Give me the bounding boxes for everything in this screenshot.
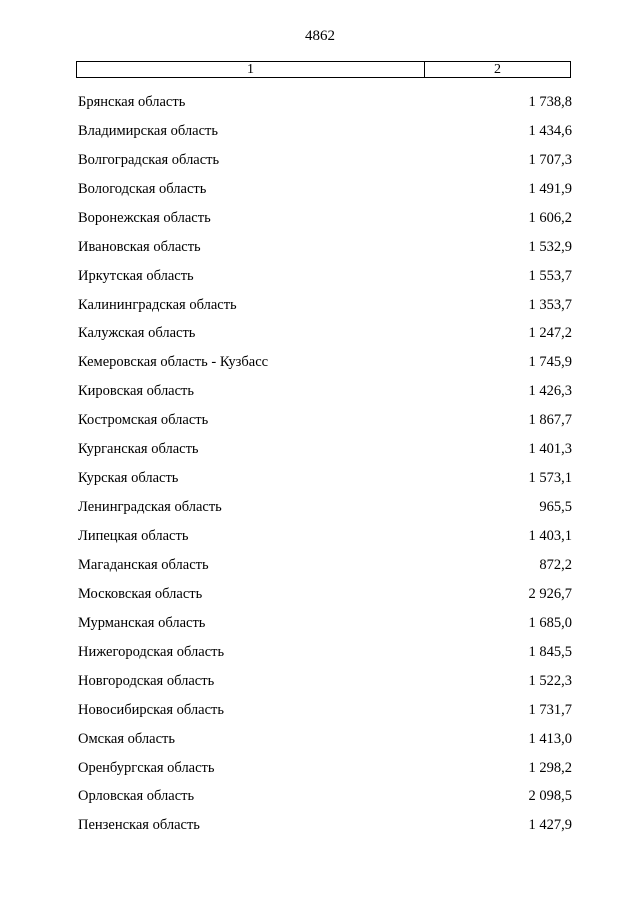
region-name: Оренбургская область	[78, 759, 215, 776]
region-value: 1 427,9	[528, 817, 572, 834]
region-value: 2 098,5	[528, 788, 572, 805]
region-name: Липецкая область	[78, 528, 189, 545]
region-name: Владимирская область	[78, 122, 218, 139]
table-header	[76, 61, 571, 78]
region-value: 1 738,8	[528, 93, 572, 110]
region-name: Курская область	[78, 470, 179, 487]
region-value: 1 247,2	[528, 325, 572, 342]
region-value: 1 745,9	[528, 354, 572, 371]
page-number: 4862	[305, 28, 335, 44]
table-row	[78, 175, 572, 204]
region-value: 1 553,7	[528, 267, 572, 284]
region-value: 2 926,7	[528, 585, 572, 602]
region-name: Мурманская область	[78, 614, 206, 631]
table-row	[78, 320, 572, 349]
table-row	[78, 696, 572, 725]
region-value: 1 845,5	[528, 643, 572, 660]
region-value: 1 491,9	[528, 180, 572, 197]
region-value: 1 401,3	[528, 441, 572, 458]
region-value: 872,2	[539, 556, 572, 573]
region-name: Волгоградская область	[78, 151, 220, 168]
region-name: Ивановская область	[78, 238, 201, 255]
region-name: Калининградская область	[78, 296, 237, 313]
region-name: Брянская область	[78, 93, 186, 110]
region-value: 1 353,7	[528, 296, 572, 313]
region-name: Курганская область	[78, 441, 199, 458]
table-body	[78, 88, 572, 840]
table-row	[78, 638, 572, 667]
region-name: Кемеровская область - Кузбасс	[78, 354, 269, 371]
table-row	[78, 551, 572, 580]
table-row	[78, 754, 572, 783]
table-row	[78, 291, 572, 320]
region-value: 1 707,3	[528, 151, 572, 168]
table-row	[78, 146, 572, 175]
table-row	[78, 117, 572, 146]
region-name: Калужская область	[78, 325, 196, 342]
table-row	[78, 406, 572, 435]
table-row	[78, 522, 572, 551]
table-row	[78, 667, 572, 696]
table-row	[78, 493, 572, 522]
table-row	[78, 464, 572, 493]
region-name: Воронежская область	[78, 209, 211, 226]
region-name: Московская область	[78, 585, 203, 602]
region-name: Новгородская область	[78, 672, 215, 689]
region-value: 1 606,2	[528, 209, 572, 226]
table-row	[78, 435, 572, 464]
region-value: 1 403,1	[528, 528, 572, 545]
region-value: 1 522,3	[528, 672, 572, 689]
region-name: Орловская область	[78, 788, 195, 805]
region-name: Костромская область	[78, 412, 209, 429]
region-name: Омская область	[78, 730, 175, 747]
table-row	[78, 88, 572, 117]
region-value: 1 434,6	[528, 122, 572, 139]
table-row	[78, 725, 572, 754]
region-name: Нижегородская область	[78, 643, 225, 660]
region-name: Магаданская область	[78, 556, 209, 573]
column-header-2: 2	[494, 62, 501, 77]
region-name: Иркутская область	[78, 267, 194, 284]
table-row	[78, 348, 572, 377]
table-row	[78, 783, 572, 812]
region-value: 1 731,7	[528, 701, 572, 718]
region-name: Новосибирская область	[78, 701, 224, 718]
table-row	[78, 811, 572, 840]
table-row	[78, 377, 572, 406]
table-row	[78, 204, 572, 233]
region-name: Кировская область	[78, 383, 195, 400]
region-value: 1 867,7	[528, 412, 572, 429]
region-value: 1 532,9	[528, 238, 572, 255]
region-name: Вологодская область	[78, 180, 207, 197]
region-value: 1 573,1	[528, 470, 572, 487]
region-value: 1 298,2	[528, 759, 572, 776]
region-value: 1 426,3	[528, 383, 572, 400]
region-value: 1 413,0	[528, 730, 572, 747]
region-value: 965,5	[539, 499, 572, 516]
table-row	[78, 262, 572, 291]
region-value: 1 685,0	[528, 614, 572, 631]
column-header-1: 1	[77, 62, 425, 77]
table-row	[78, 233, 572, 262]
table-row	[78, 609, 572, 638]
table-row	[78, 580, 572, 609]
region-name: Пензенская область	[78, 817, 200, 834]
region-name: Ленинградская область	[78, 499, 222, 516]
